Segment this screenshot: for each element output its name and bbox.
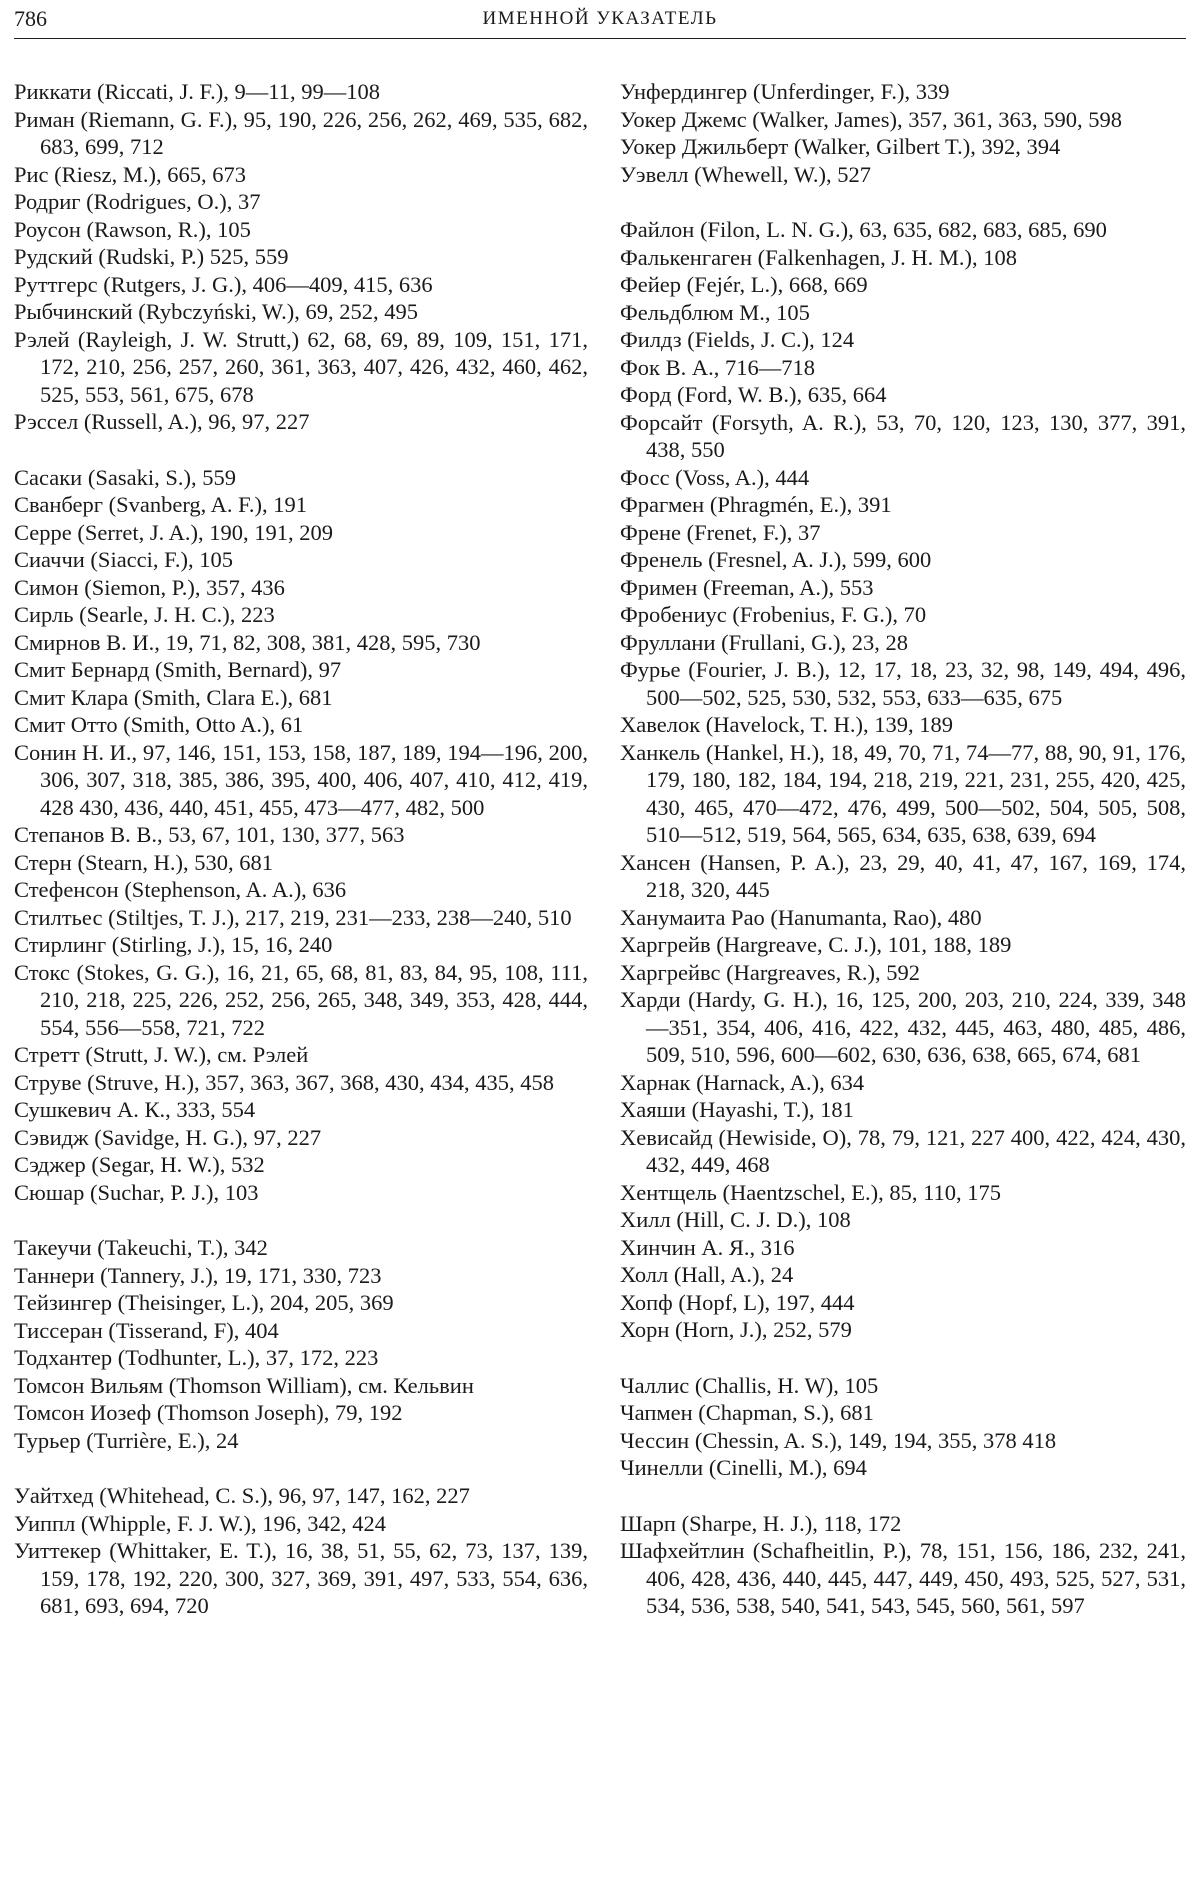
index-entry: Руттгерс (Rutgers, J. G.), 406—409, 415, 636 — [14, 271, 433, 297]
index-entry: Фримен (Freeman, A.), 553 — [620, 574, 874, 600]
index-entry: Хаяши (Hayashi, T.), 181 — [620, 1097, 854, 1122]
index-entry: Томсон Иозеф (Thomson Joseph), 79, 192 — [14, 1400, 403, 1425]
index-entry: Смит Бернард (Smith, Bernard), 97 — [14, 657, 342, 682]
page-title: ИМЕННОЙ УКАЗАТЕЛЬ — [482, 8, 718, 29]
index-entry: Сэджер (Segar, H. W.), 532 — [14, 1152, 265, 1177]
index-entry: Тейзингер (Theisinger, L.), 204, 205, 369 — [14, 1290, 394, 1315]
index-entry: Стирлинг (Stirling, J.), 15, 16, 240 — [14, 932, 333, 957]
index-entry: Филдз (Fields, J. C.), 124 — [620, 327, 855, 352]
index-entry: Сэвидж (Savidge, H. G.), 97, 227 — [14, 1124, 322, 1150]
index-entry: Уэвелл (Whewell, W.), 527 — [620, 161, 871, 187]
index-entry: Турьер (Turrière, E.), 24 — [14, 1427, 239, 1453]
index-entry: Фалькенгаген (Falkenhagen, J. H. M.), 108 — [620, 244, 1017, 270]
index-entry: Френе (Frenet, F.), 37 — [620, 519, 821, 545]
page-number: 786 — [14, 6, 47, 31]
index-entry: Таннери (Tannery, J.), 19, 171, 330, 723 — [14, 1262, 382, 1288]
index-entry: Хилл (Hill, C. J. D.), 108 — [620, 1207, 851, 1232]
index-entry: Смит Клара (Smith, Clara E.), 681 — [14, 684, 333, 710]
index-entry: Фок В. А., 716—718 — [620, 354, 815, 380]
index-entry: Хорн (Horn, J.), 252, 579 — [620, 1317, 852, 1342]
index-entry: Шарп (Sharpe, H. J.), 118, 172 — [620, 1510, 902, 1536]
index-entry: Фурье (Fourier, J. B.), 12, 17, 18, 23, 32, 98, 149, 494, 496, 500—502, 525, 530, 532, 553, 633—635, 675 — [620, 657, 1186, 710]
index-entry: Струве (Struve, H.), 357, 363, 367, 368, 430, 434, 435, 458 — [14, 1069, 554, 1095]
index-entry: Унфердингер (Unferdinger, F.), 339 — [620, 79, 950, 104]
index-entry: Рис (Riesz, M.), 665, 673 — [14, 161, 247, 187]
index-entry: Уокер Джемс (Walker, James), 357, 361, 363, 590, 598 — [620, 106, 1123, 132]
index-entry: Рудский (Rudski, P.) 525, 559 — [14, 244, 289, 269]
index-entry: Хинчин А. Я., 316 — [620, 1234, 795, 1260]
index-entry: Тиссеран (Tisserand, F), 404 — [14, 1317, 279, 1343]
index-entry: Хопф (Hopf, L), 197, 444 — [620, 1289, 855, 1315]
index-entry: Сасаки (Sasaki, S.), 559 — [14, 464, 236, 490]
index-entry: Стилтьес (Stiltjes, T. J.), 217, 219, 231—233, 238—240, 510 — [14, 904, 572, 930]
index-entry: Рэлей (Rayleigh, J. W. Strutt,) 62, 68, 69, 89, 109, 151, 171, 172, 210, 256, 257, 260, 361, 363, 407, 426, 432, 460, 462, 525, 553, 561, 675, 678 — [14, 326, 588, 407]
index-entry: Ханкель (Hankel, H.), 18, 49, 70, 71, 74—77, 88, 90, 91, 176, 179, 180, 182, 184, 194, 218, 219, 221, 231, 255, 420, 425, 430, 465, 470—472, 476, 499, 500—502, 504, 505, 508, 510—512, 519, 564, 565, 634, 635, 638, 639, 694 — [620, 739, 1186, 847]
index-entry: Хентщель (Haentzschel, E.), 85, 110, 175 — [620, 1179, 1001, 1205]
index-entry: Харди (Hardy, G. H.), 16, 125, 200, 203, 210, 224, 339, 348—351, 354, 406, 416, 422, 432, 445, 463, 480, 485, 486, 509, 510, 596, 600—602, 630, 636, 638, 665, 674, 681 — [620, 987, 1186, 1067]
index-entry: Рэссел (Russell, A.), 96, 97, 227 — [14, 409, 310, 434]
index-entry: Симон (Siemon, P.), 357, 436 — [14, 574, 285, 600]
index-entry: Чаллис (Challis, H. W), 105 — [620, 1372, 879, 1398]
index-entry: Холл (Hall, A.), 24 — [620, 1262, 794, 1287]
index-entry: Френель (Fresnel, A. J.), 599, 600 — [620, 547, 932, 572]
index-entry: Сванберг (Svanberg, A. F.), 191 — [14, 492, 308, 517]
index-entry: Сиаччи (Siacci, F.), 105 — [14, 547, 233, 572]
index-entry: Уиттекер (Whittaker, E. T.), 16, 38, 51, 55, 62, 73, 137, 139, 159, 178, 192, 220, 300, 327, 369, 391, 497, 533, 554, 636, 681, 693, 694, 720 — [14, 1538, 588, 1618]
index-entry: Серре (Serret, J. A.), 190, 191, 209 — [14, 519, 333, 545]
index-entry: Сушкевич А. К., 333, 554 — [14, 1097, 256, 1122]
index-entry: Чинелли (Cinelli, M.), 694 — [620, 1455, 867, 1480]
index-entry: Уайтхед (Whitehead, C. S.), 96, 97, 147, 162, 227 — [14, 1483, 470, 1508]
index-entry: Фейер (Fejér, L.), 668, 669 — [620, 272, 868, 297]
page-header — [14, 0, 1186, 39]
index-entry: Родриг (Rodrigues, O.), 37 — [14, 189, 261, 214]
index-entry: Стретт (Strutt, J. W.), см. Рэлей — [14, 1042, 309, 1067]
index-entry: Хансен (Hansen, P. A.), 23, 29, 40, 41, 47, 167, 169, 174, 218, 320, 445 — [620, 849, 1186, 902]
index-entry: Степанов В. В., 53, 67, 101, 130, 377, 563 — [14, 822, 405, 847]
index-entry: Рыбчинский (Rybczyński, W.), 69, 252, 495 — [14, 299, 418, 324]
index-entry: Сюшар (Suchar, P. J.), 103 — [14, 1179, 259, 1205]
index-entry: Харнак (Harnack, A.), 634 — [620, 1069, 865, 1095]
index-entry: Риман (Riemann, G. F.), 95, 190, 226, 256, 262, 469, 535, 682, 683, 699, 712 — [14, 106, 588, 159]
index-entry: Хавелок (Havelock, T. H.), 139, 189 — [620, 712, 953, 737]
index-entry: Фруллани (Frullani, G.), 23, 28 — [620, 629, 908, 655]
index-entry: Форсайт (Forsyth, A. R.), 53, 70, 120, 123, 130, 377, 391, 438, 550 — [620, 409, 1186, 462]
index-entry: Сонин Н. И., 97, 146, 151, 153, 158, 187, 189, 194—196, 200, 306, 307, 318, 385, 386, 395, 400, 406, 407, 410, 412, 419, 428 430, 436, 440, 451, 455, 473—477, 482, 500 — [14, 739, 588, 820]
index-entry: Фрагмен (Phragmén, E.), 391 — [620, 492, 892, 517]
index-entry: Томсон Вильям (Thomson William), см. Кельвин — [14, 1372, 474, 1398]
index-entry: Чапмен (Chapman, S.), 681 — [620, 1400, 874, 1425]
index-entry: Сирль (Searle, J. H. C.), 223 — [14, 602, 275, 627]
index-entry: Фельдблюм М., 105 — [620, 299, 810, 325]
index-entry: Харгрейвс (Hargreaves, R.), 592 — [620, 959, 920, 985]
index-column-left — [14, 78, 588, 1620]
index-entry: Смирнов В. И., 19, 71, 82, 308, 381, 428, 595, 730 — [14, 629, 481, 655]
index-entry: Стокс (Stokes, G. G.), 16, 21, 65, 68, 81, 83, 84, 95, 108, 111, 210, 218, 225, 226, 252, 256, 265, 348, 349, 353, 428, 444, 554, 556—558, 721, 722 — [14, 959, 588, 1040]
index-entry: Уокер Джильберт (Walker, Gilbert T.), 392, 394 — [620, 134, 1061, 159]
index-entry: Файлон (Filon, L. N. G.), 63, 635, 682, 683, 685, 690 — [620, 217, 1107, 242]
index-entry: Фробениус (Frobenius, F. G.), 70 — [620, 602, 927, 627]
index-entry: Роусон (Rawson, R.), 105 — [14, 216, 251, 242]
index-entry: Тодхантер (Todhunter, L.), 37, 172, 223 — [14, 1345, 379, 1370]
index-entry: Уиппл (Whipple, F. J. W.), 196, 342, 424 — [14, 1510, 386, 1536]
index-entry: Ханумаита Рао (Hanumanta, Rao), 480 — [620, 904, 982, 930]
index-entry: Чессин (Chessin, A. S.), 149, 194, 355, 378 418 — [620, 1427, 1057, 1453]
index-entry: Стерн (Stearn, H.), 530, 681 — [14, 849, 274, 875]
index-entry: Харгрейв (Hargreave, C. J.), 101, 188, 189 — [620, 932, 1012, 957]
index-entry: Форд (Ford, W. B.), 635, 664 — [620, 382, 887, 407]
index-entry: Хевисайд (Hewiside, O), 78, 79, 121, 227 400, 422, 424, 430, 432, 449, 468 — [620, 1124, 1186, 1177]
index-column-right — [620, 78, 1186, 1620]
index-entry: Стефенсон (Stephenson, A. A.), 636 — [14, 877, 347, 902]
index-entry: Фосс (Voss, A.), 444 — [620, 464, 810, 490]
index-entry: Риккати (Riccati, J. F.), 9—11, 99—108 — [14, 79, 380, 104]
index-entry: Смит Отто (Smith, Otto A.), 61 — [14, 712, 304, 737]
index-entry: Такеучи (Takeuchi, T.), 342 — [14, 1235, 268, 1260]
index-entry: Шафхейтлин (Schafheitlin, P.), 78, 151, 156, 186, 232, 241, 406, 428, 436, 440, 445, 447, 449, 450, 493, 525, 527, 531, 534, 536, 538, 540, 541, 543, 545, 560, 561, 597 — [620, 1538, 1186, 1618]
